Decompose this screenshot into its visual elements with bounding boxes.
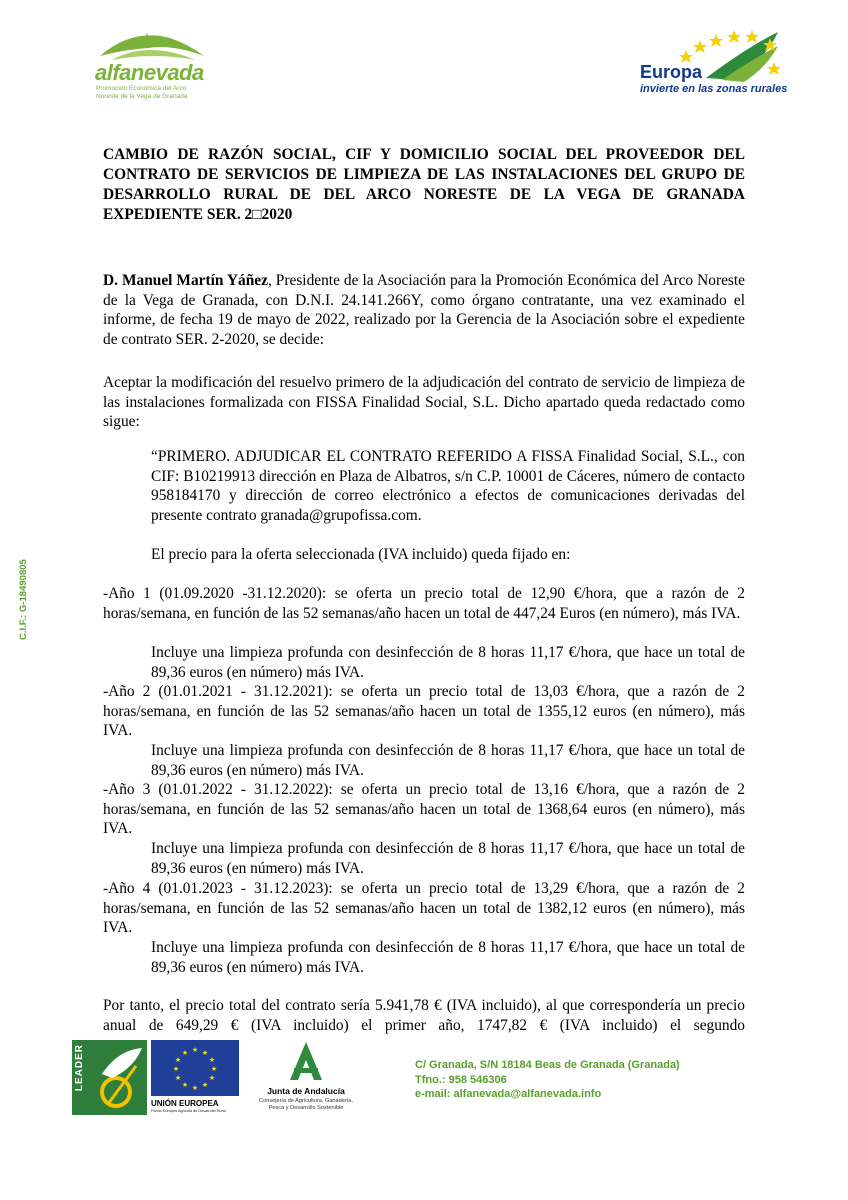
footer-contact bbox=[415, 1058, 680, 1102]
junta-name: Junta de Andalucía bbox=[267, 1086, 345, 1096]
svg-text:★: ★ bbox=[181, 1081, 189, 1089]
eu-logo bbox=[151, 1040, 239, 1115]
svg-text:★: ★ bbox=[172, 1065, 180, 1073]
quote-paragraph: “PRIMERO. ADJUDICAR EL CONTRATO REFERIDO A FISSA Finalidad Social, S.L., con CIF: B10219913 dirección en Plaza de Albatros, s/n C.P. 10001 de Cáceres, número de contacto 958184170 y dirección de correo electrónico a efectos de comunicaciones derivadas del presente contrato granada@grupofissa.com. bbox=[151, 448, 745, 524]
year-1-extra: Incluye una limpieza profunda con desinfección de 8 horas 11,17 €/hora, que hace un total de 89,36 euros (en número) más IVA. bbox=[151, 644, 745, 681]
junta-emblem-icon bbox=[250, 1040, 362, 1084]
footer-email: e-mail: alfanevada@alfanevada.info bbox=[415, 1088, 602, 1100]
side-cif-note: C.I.F.: G-18490805 bbox=[18, 559, 29, 640]
year-2-paragraph: -Año 2 (01.01.2021 - 31.12.2021): se oferta un precio total de 13,03 €/hora, que a razón de 2 horas/semana, en función de las 52 semanas/año hacen un total de 1355,12 euros (en número), más IVA. bbox=[103, 683, 745, 739]
eu-fund: Fondo Europeo Agrícola de Desarrollo Rural bbox=[151, 1109, 226, 1113]
leader-emblem-icon bbox=[88, 1044, 148, 1114]
alfanevada-logo bbox=[92, 26, 212, 104]
svg-text:★: ★ bbox=[210, 1065, 218, 1073]
eu-flag-icon bbox=[151, 1040, 239, 1096]
europa-tagline: invierte en las zonas rurales bbox=[640, 83, 788, 95]
junta-department: Consejería de Agricultura, Ganadería, Pesca y Desarrollo Sostenible bbox=[259, 1098, 353, 1111]
year-1-paragraph: -Año 1 (01.09.2020 -31.12.2020): se oferta un precio total de 12,90 €/hora, que a razón de 2 horas/semana, en función de las 52 semanas/año hacen un total de 447,24 Euros (en número), más IVA. bbox=[103, 585, 745, 622]
intro-paragraph bbox=[103, 271, 745, 349]
svg-text:★: ★ bbox=[174, 1074, 182, 1082]
svg-text:★: ★ bbox=[181, 1049, 189, 1057]
price-intro: El precio para la oferta seleccionada (IVA incluido) queda fijado en: bbox=[151, 546, 571, 563]
eu-label: UNIÓN EUROPEA bbox=[151, 1099, 219, 1108]
total-paragraph: Por tanto, el precio total del contrato sería 5.941,78 € (IVA incluido), al que correspondería un precio anual de 649,29 € (IVA incluido) el primer año, 1747,82 € (IVA incluido) el segundo bbox=[103, 997, 745, 1034]
alfanevada-brand: alfanevada bbox=[95, 60, 204, 85]
svg-text:★: ★ bbox=[208, 1074, 216, 1082]
year-4-paragraph: -Año 4 (01.01.2023 - 31.12.2023): se oferta un precio total de 13,29 €/hora, que a razón de 2 horas/semana, en función de las 52 semanas/año hacen un total de 1382,12 euros (en número), más IVA. bbox=[103, 880, 745, 936]
leader-logo: LEADER bbox=[72, 1040, 147, 1115]
footer-phone: Tfno.: 958 546306 bbox=[415, 1073, 507, 1086]
svg-text:★: ★ bbox=[191, 1084, 199, 1092]
president-name: D. Manuel Martín Yáñez bbox=[103, 272, 268, 289]
svg-text:★: ★ bbox=[201, 1049, 209, 1057]
year-3-paragraph: -Año 3 (01.01.2022 - 31.12.2022): se oferta un precio total de 13,16 €/hora, que a razón de 2 horas/semana, en función de las 52 semanas/año hacen un total de 1368,64 euros (en número), más IVA. bbox=[103, 781, 745, 837]
year-4-extra: Incluye una limpieza profunda con desinfección de 8 horas 11,17 €/hora, que hace un total de 89,36 euros (en número) más IVA. bbox=[151, 939, 745, 976]
svg-text:★: ★ bbox=[208, 1056, 216, 1064]
svg-text:★: ★ bbox=[191, 1046, 199, 1054]
svg-text:★: ★ bbox=[201, 1081, 209, 1089]
intro-text: , Presidente de la Asociación para la Promoción Económica del Arco Noreste de la Vega de Granada, con D.N.I. 24.141.266Y, como órgano contratante, una vez examinado el informe, de fecha 19 de mayo de 2022, realizado por la Gerencia de la Asociación sobre el expediente de contrato SER. 2-2020, se decide: bbox=[103, 272, 745, 348]
alfanevada-subtitle: Promoción Económica del Arco Noreste de la Vega de Granada bbox=[96, 85, 188, 100]
europa-rural-logo bbox=[636, 28, 786, 100]
accept-paragraph: Aceptar la modificación del resuelvo primero de la adjudicación del contrato de servicio de limpieza de las instalaciones formalizada con FISSA Finalidad Social, S.L. Dicho apartado queda redactado como sigue: bbox=[103, 374, 745, 430]
document-title: CAMBIO DE RAZÓN SOCIAL, CIF Y DOMICILIO SOCIAL DEL PROVEEDOR DEL CONTRATO DE SERVICIOS DE LIMPIEZA DE LAS INSTALACIONES DEL GRUPO DE DESARROLLO RURAL DE DEL ARCO NORESTE DE LA VEGA DE GRANADA EXPEDIENTE SER. 2□2020 bbox=[103, 146, 745, 223]
footer-address: C/ Granada, S/N 18184 Beas de Granada (Granada) bbox=[415, 1059, 680, 1071]
year-2-extra: Incluye una limpieza profunda con desinfección de 8 horas 11,17 €/hora, que hace un total de 89,36 euros (en número) más IVA. bbox=[151, 742, 745, 779]
junta-andalucia-logo bbox=[250, 1040, 370, 1118]
year-3-extra: Incluye una limpieza profunda con desinfección de 8 horas 11,17 €/hora, que hace un total de 89,36 euros (en número) más IVA. bbox=[151, 840, 745, 877]
svg-text:★: ★ bbox=[174, 1056, 182, 1064]
europa-text: Europa bbox=[640, 62, 703, 82]
